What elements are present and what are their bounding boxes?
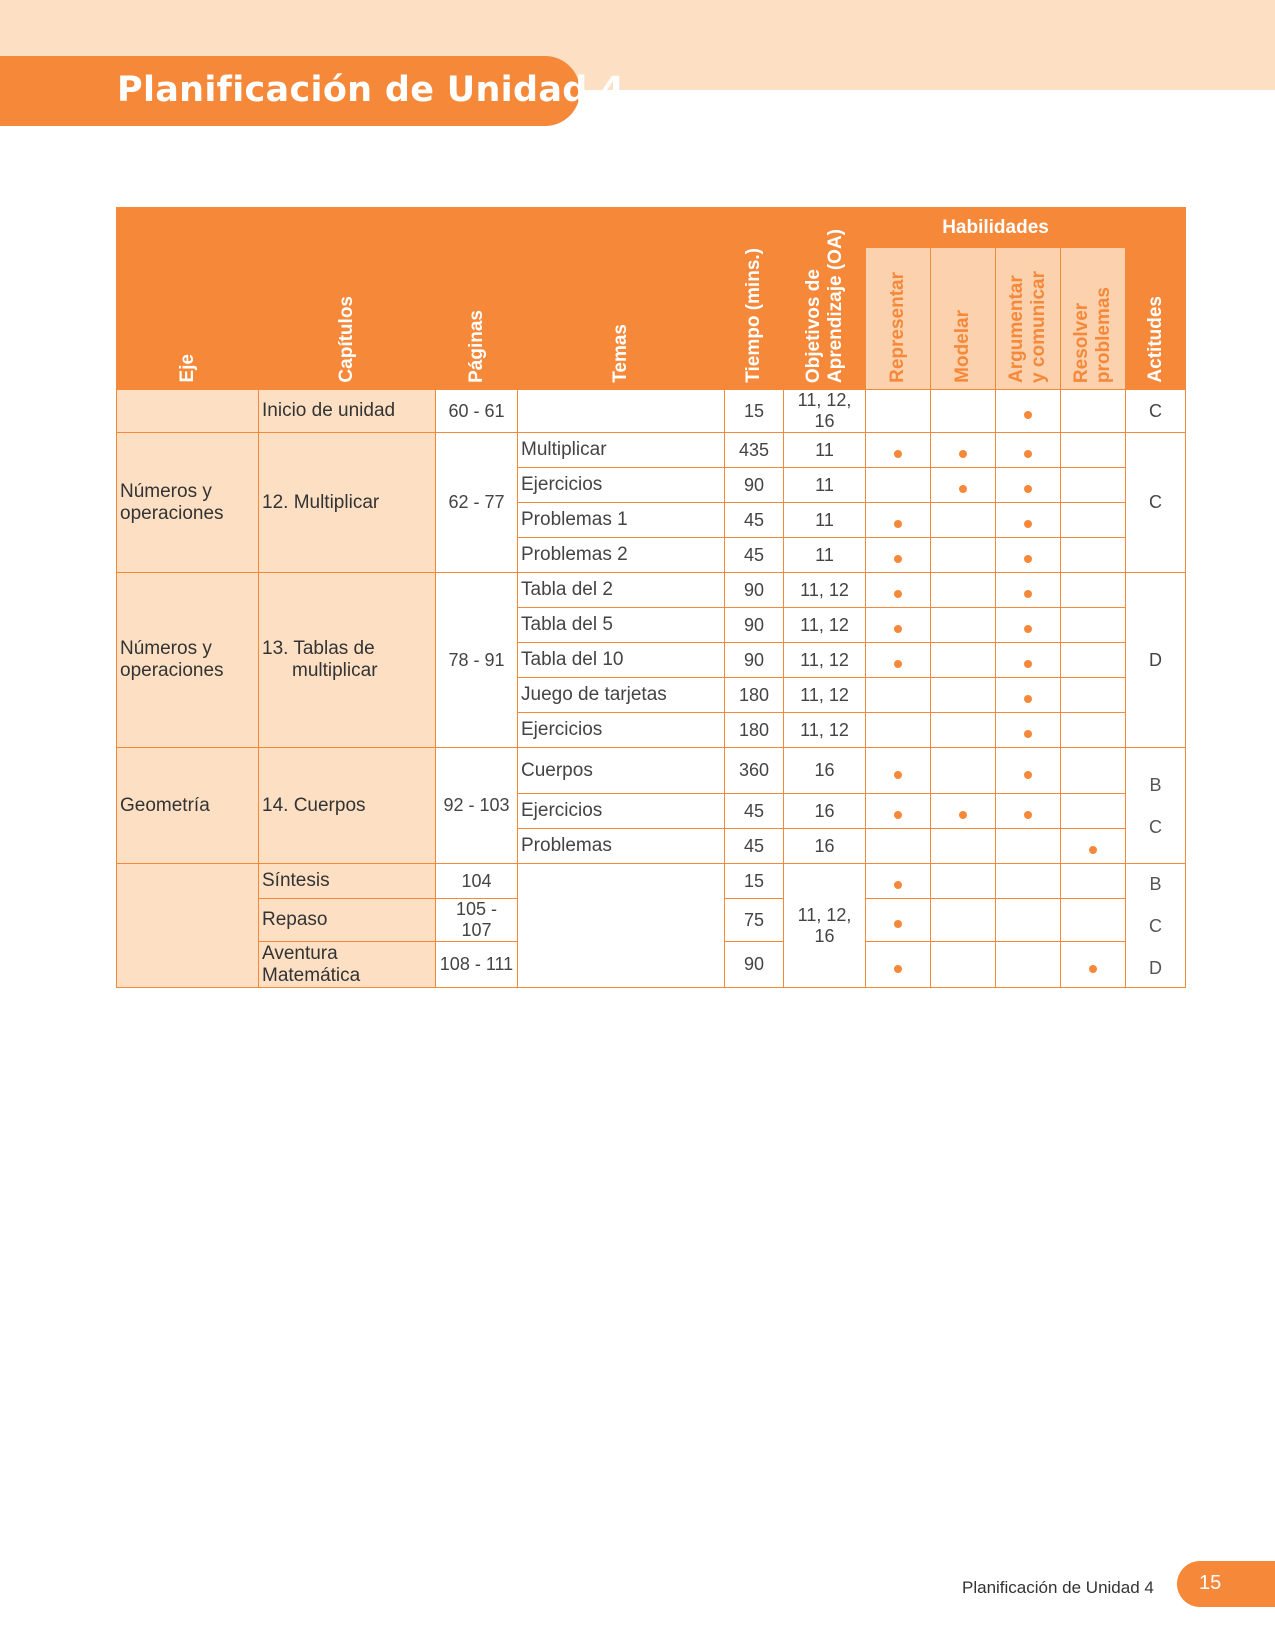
paginas-cell: 62 - 77 bbox=[436, 433, 518, 573]
planning-table bbox=[116, 207, 1186, 988]
tema-cell: Ejercicios bbox=[518, 713, 725, 748]
representar-cell bbox=[866, 433, 931, 468]
tema-cell: Tabla del 5 bbox=[518, 608, 725, 643]
header-resolver: Resolver problemas bbox=[1061, 248, 1126, 390]
dot-icon bbox=[959, 811, 967, 819]
capitulo-cell: Síntesis bbox=[259, 864, 436, 899]
tiempo-cell: 15 bbox=[725, 864, 784, 899]
oa-cell: 16 bbox=[784, 748, 866, 794]
table-row bbox=[117, 573, 1186, 608]
representar-cell bbox=[866, 608, 931, 643]
tema-cell: Cuerpos bbox=[518, 748, 725, 794]
actitudes-cell: C bbox=[1126, 390, 1186, 433]
tiempo-cell: 75 bbox=[725, 899, 784, 942]
tiempo-cell: 90 bbox=[725, 643, 784, 678]
tiempo-cell: 15 bbox=[725, 390, 784, 433]
capitulo-cell: Repaso bbox=[259, 899, 436, 942]
dot-icon bbox=[1024, 520, 1032, 528]
capitulo-cell: 14. Cuerpos bbox=[259, 748, 436, 864]
tema-cell: Problemas 2 bbox=[518, 538, 725, 573]
page-title: Planificación de Unidad 4 bbox=[117, 70, 625, 110]
header-argumentar: Argumentar y comunicar bbox=[996, 248, 1061, 390]
tema-cell: Problemas bbox=[518, 829, 725, 864]
dot-icon bbox=[1089, 846, 1097, 854]
header-actitudes: Actitudes bbox=[1126, 208, 1186, 390]
dot-icon bbox=[959, 485, 967, 493]
tema-cell: Tabla del 10 bbox=[518, 643, 725, 678]
eje-cell: Números y operaciones bbox=[117, 573, 259, 748]
actitudes-cell: B C D bbox=[1126, 864, 1186, 988]
tiempo-cell: 90 bbox=[725, 608, 784, 643]
argumentar-cell bbox=[996, 468, 1061, 503]
representar-cell bbox=[866, 713, 931, 748]
page-tab bbox=[1177, 1561, 1275, 1607]
dot-icon bbox=[894, 771, 902, 779]
resolver-cell bbox=[1061, 942, 1126, 988]
resolver-cell bbox=[1061, 390, 1126, 433]
actitudes-cell: B C bbox=[1126, 748, 1186, 864]
dot-icon bbox=[1024, 485, 1032, 493]
paginas-cell: 60 - 61 bbox=[436, 390, 518, 433]
argumentar-cell bbox=[996, 503, 1061, 538]
oa-cell: 11, 12 bbox=[784, 643, 866, 678]
tema-cell bbox=[518, 390, 725, 433]
actitudes-cell: C bbox=[1126, 433, 1186, 573]
tema-cell: Problemas 1 bbox=[518, 503, 725, 538]
modelar-cell bbox=[931, 468, 996, 503]
representar-cell bbox=[866, 468, 931, 503]
argumentar-cell bbox=[996, 573, 1061, 608]
oa-cell: 11, 12 bbox=[784, 608, 866, 643]
dot-icon bbox=[894, 920, 902, 928]
header-habilidades: Habilidades bbox=[866, 208, 1126, 248]
paginas-cell: 104 bbox=[436, 864, 518, 899]
paginas-cell: 92 - 103 bbox=[436, 748, 518, 864]
resolver-cell bbox=[1061, 713, 1126, 748]
eje-cell bbox=[117, 864, 259, 988]
tema-cell: Tabla del 2 bbox=[518, 573, 725, 608]
representar-cell bbox=[866, 643, 931, 678]
oa-cell: 11, 12, 16 bbox=[784, 390, 866, 433]
header-oa: Objetivos de Aprendizaje (OA) bbox=[784, 208, 866, 390]
representar-cell bbox=[866, 829, 931, 864]
argumentar-cell bbox=[996, 433, 1061, 468]
capitulo-cell: 13. Tablas de multiplicar bbox=[259, 573, 436, 748]
capitulo-cell: Aventura Matemática bbox=[259, 942, 436, 988]
modelar-cell bbox=[931, 390, 996, 433]
tiempo-cell: 180 bbox=[725, 678, 784, 713]
title-tab bbox=[0, 56, 625, 126]
resolver-cell bbox=[1061, 864, 1126, 899]
dot-icon bbox=[959, 450, 967, 458]
oa-cell: 11 bbox=[784, 538, 866, 573]
modelar-cell bbox=[931, 864, 996, 899]
tema-cell bbox=[518, 864, 725, 988]
tiempo-cell: 435 bbox=[725, 433, 784, 468]
dot-icon bbox=[894, 625, 902, 633]
argumentar-cell bbox=[996, 608, 1061, 643]
representar-cell bbox=[866, 678, 931, 713]
representar-cell bbox=[866, 503, 931, 538]
tema-cell: Juego de tarjetas bbox=[518, 678, 725, 713]
header-tiempo: Tiempo (mins.) bbox=[725, 208, 784, 390]
tiempo-cell: 45 bbox=[725, 503, 784, 538]
oa-cell: 11, 12 bbox=[784, 573, 866, 608]
modelar-cell bbox=[931, 794, 996, 829]
header-eje: Eje bbox=[117, 208, 259, 390]
tiempo-cell: 180 bbox=[725, 713, 784, 748]
tema-cell: Ejercicios bbox=[518, 468, 725, 503]
paginas-cell: 78 - 91 bbox=[436, 573, 518, 748]
paginas-cell: 105 - 107 bbox=[436, 899, 518, 942]
eje-cell bbox=[117, 390, 259, 433]
argumentar-cell bbox=[996, 678, 1061, 713]
dot-icon bbox=[1024, 625, 1032, 633]
eje-cell: Números y operaciones bbox=[117, 433, 259, 573]
dot-icon bbox=[894, 450, 902, 458]
representar-cell bbox=[866, 794, 931, 829]
header-capitulos: Capítulos bbox=[259, 208, 436, 390]
modelar-cell bbox=[931, 503, 996, 538]
argumentar-cell bbox=[996, 794, 1061, 829]
argumentar-cell bbox=[996, 899, 1061, 942]
table-row bbox=[117, 748, 1186, 794]
resolver-cell bbox=[1061, 573, 1126, 608]
modelar-cell bbox=[931, 899, 996, 942]
dot-icon bbox=[1024, 730, 1032, 738]
representar-cell bbox=[866, 538, 931, 573]
header-modelar: Modelar bbox=[931, 248, 996, 390]
dot-icon bbox=[894, 520, 902, 528]
resolver-cell bbox=[1061, 748, 1126, 794]
tiempo-cell: 90 bbox=[725, 942, 784, 988]
representar-cell bbox=[866, 899, 931, 942]
argumentar-cell bbox=[996, 538, 1061, 573]
header-representar: Representar bbox=[866, 248, 931, 390]
resolver-cell bbox=[1061, 433, 1126, 468]
modelar-cell bbox=[931, 748, 996, 794]
dot-icon bbox=[1024, 660, 1032, 668]
dot-icon bbox=[1024, 411, 1032, 419]
dot-icon bbox=[1024, 695, 1032, 703]
representar-cell bbox=[866, 864, 931, 899]
dot-icon bbox=[894, 811, 902, 819]
oa-cell: 11 bbox=[784, 503, 866, 538]
oa-cell: 11 bbox=[784, 468, 866, 503]
dot-icon bbox=[894, 590, 902, 598]
table-row bbox=[117, 390, 1186, 433]
modelar-cell bbox=[931, 678, 996, 713]
modelar-cell bbox=[931, 942, 996, 988]
resolver-cell bbox=[1061, 643, 1126, 678]
tema-cell: Ejercicios bbox=[518, 794, 725, 829]
capitulo-cell: Inicio de unidad bbox=[259, 390, 436, 433]
oa-cell: 11, 12 bbox=[784, 713, 866, 748]
tiempo-cell: 90 bbox=[725, 468, 784, 503]
table-row bbox=[117, 864, 1186, 899]
capitulo-cell: 12. Multiplicar bbox=[259, 433, 436, 573]
page-number: 15 bbox=[1199, 1572, 1222, 1594]
paginas-cell: 108 - 111 bbox=[436, 942, 518, 988]
dot-icon bbox=[1024, 555, 1032, 563]
argumentar-cell bbox=[996, 942, 1061, 988]
oa-cell: 11, 12 bbox=[784, 678, 866, 713]
tiempo-cell: 360 bbox=[725, 748, 784, 794]
tiempo-cell: 45 bbox=[725, 829, 784, 864]
resolver-cell bbox=[1061, 538, 1126, 573]
actitudes-cell: D bbox=[1126, 573, 1186, 748]
modelar-cell bbox=[931, 573, 996, 608]
argumentar-cell bbox=[996, 864, 1061, 899]
dot-icon bbox=[1024, 771, 1032, 779]
oa-cell: 16 bbox=[784, 829, 866, 864]
resolver-cell bbox=[1061, 794, 1126, 829]
representar-cell bbox=[866, 748, 931, 794]
eje-cell: Geometría bbox=[117, 748, 259, 864]
tiempo-cell: 45 bbox=[725, 794, 784, 829]
representar-cell bbox=[866, 390, 931, 433]
modelar-cell bbox=[931, 643, 996, 678]
header-paginas: Páginas bbox=[436, 208, 518, 390]
argumentar-cell bbox=[996, 829, 1061, 864]
footer-label: Planificación de Unidad 4 bbox=[962, 1578, 1154, 1597]
tiempo-cell: 45 bbox=[725, 538, 784, 573]
resolver-cell bbox=[1061, 468, 1126, 503]
modelar-cell bbox=[931, 433, 996, 468]
dot-icon bbox=[1024, 450, 1032, 458]
dot-icon bbox=[894, 881, 902, 889]
oa-cell: 11 bbox=[784, 433, 866, 468]
resolver-cell bbox=[1061, 678, 1126, 713]
tema-cell: Multiplicar bbox=[518, 433, 725, 468]
argumentar-cell bbox=[996, 713, 1061, 748]
resolver-cell bbox=[1061, 608, 1126, 643]
resolver-cell bbox=[1061, 503, 1126, 538]
dot-icon bbox=[894, 555, 902, 563]
resolver-cell bbox=[1061, 899, 1126, 942]
resolver-cell bbox=[1061, 829, 1126, 864]
representar-cell bbox=[866, 573, 931, 608]
header-temas: Temas bbox=[518, 208, 725, 390]
oa-cell: 11, 12, 16 bbox=[784, 864, 866, 988]
oa-cell: 16 bbox=[784, 794, 866, 829]
argumentar-cell bbox=[996, 643, 1061, 678]
representar-cell bbox=[866, 942, 931, 988]
table-row bbox=[117, 433, 1186, 468]
tiempo-cell: 90 bbox=[725, 573, 784, 608]
modelar-cell bbox=[931, 713, 996, 748]
dot-icon bbox=[1089, 965, 1097, 973]
modelar-cell bbox=[931, 608, 996, 643]
modelar-cell bbox=[931, 538, 996, 573]
argumentar-cell bbox=[996, 748, 1061, 794]
dot-icon bbox=[894, 660, 902, 668]
dot-icon bbox=[1024, 590, 1032, 598]
dot-icon bbox=[894, 965, 902, 973]
argumentar-cell bbox=[996, 390, 1061, 433]
dot-icon bbox=[1024, 811, 1032, 819]
modelar-cell bbox=[931, 829, 996, 864]
